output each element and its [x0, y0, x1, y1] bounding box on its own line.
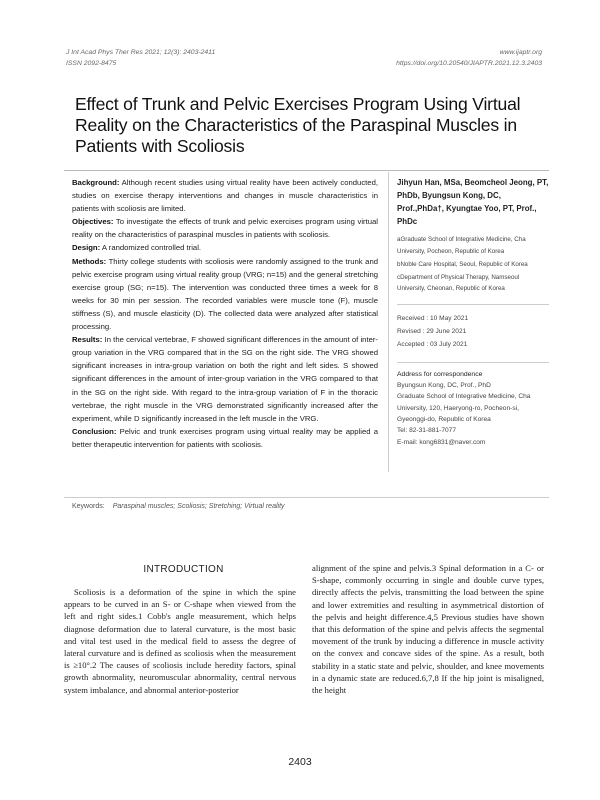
author-list: Jihyun Han, MSa, Beomcheol Jeong, PT, PhDb, Byungsun Kong, DC, Prof.,PhDa†, Kyungtae Yoo, PT, Prof., PhDc	[397, 178, 549, 227]
revised-date: Revised : 29 June 2021	[397, 328, 467, 336]
body-paragraph: Scoliosis is a deformation of the spine in which the spine appears to be curved in an S- or C-shape when viewed from the left and right sides.1 Cobb's angle measurement, which helps diagnose deformation due to lateral curvature, is the most basic and vital test used in the medical field to assess the degree of lateral curvature and is defined as scoliosis when the measurement is ≥10°.2 The causes of scoliosis include heredity factors, spinal growth abnormality, neuromuscular abnormality, central nervous system imbalance, and abnormal anterior-posterior	[64, 587, 296, 695]
abstract-results: Results: In the cervical vertebrae, F showed significant differences in the amount of inter-group variation in the VRG compared that in the SG on the right side. The VRG showed significant increases in intra-group variation on both the right and left sides. S showed significant differences in the amount of inter-group variation in the VRG compared to that in the SG on the right side. With regard to the intra-group variation of F in the thoracic vertebrae, the right muscle in the VRG demonstrated significantly increased after the experiment, while D significantly increased in the left muscle in the VRG.	[72, 335, 378, 423]
affiliation-a: aGraduate School of Integrative Medicine, Cha University, Pocheon, Republic of Korea	[397, 236, 526, 255]
journal-url[interactable]: www.ijaptr.org	[499, 49, 542, 56]
correspondence-name: Byungsun Kong, DC, Prof., PhD	[397, 381, 491, 389]
correspondence-email[interactable]: E-mail: kong6831@naver.com	[397, 438, 486, 446]
affiliation-b: bNoble Care Hospital, Seoul, Republic of Korea	[397, 260, 528, 268]
abstract-background: Background: Although recent studies using virtual reality have been actively conducted, studies on exercise therapy interventions and changes in muscle characteristics in patients with scoliosis are limited.	[72, 178, 378, 214]
keywords	[72, 503, 285, 510]
correspondence-title: Address for correspondence	[397, 370, 483, 378]
accepted-date: Accepted : 03 July 2021	[397, 340, 468, 348]
abstract-objectives: Objectives: To investigate the effects of trunk and pelvic exercises program using virtual reality on the characteristics of paraspinal muscles in patients with scoliosis.	[72, 217, 378, 240]
keywords-divider	[64, 497, 549, 498]
author-sidebar	[397, 176, 549, 448]
journal-line: J Int Acad Phys Ther Res 2021; 12(3): 2403-2411	[66, 49, 216, 56]
abstract-design: Design: A randomized controlled trial.	[72, 243, 202, 253]
abstract-methods: Methods: Thirty college students with scoliosis were randomly assigned to the trunk and pelvic exercise program using virtual reality group (VRG; n=15) and the general stretching exercise group (SG; n=15). The intervention was conducted three times a week for 8 weeks for 30 min per session. The recorded variables were muscle tone (F), muscle stiffness (S), and muscle elasticity (D). The collected data were analyzed after statistical processing.	[72, 256, 378, 332]
received-date: Received : 10 May 2021	[397, 315, 469, 323]
page-number: 2403	[288, 756, 312, 768]
keywords-label: Keywords:	[72, 503, 105, 510]
affiliation-c: cDepartment of Physical Therapy, Namseoul University, Cheonan, Republic of Korea	[397, 273, 520, 293]
body-paragraph: alignment of the spine and pelvis.3 Spinal deformation in a C- or S-shape, commonly occurring in single and double curve types, directly affects the pelvis, transmitting the load between the spine and lower extremities and resulting in asymmetrical distortion of the pelvis and height difference.4,5 Previous studies have shown that this deformation of the spine and pelvis affects the segmental movement of the trunk by inducing a difference in muscle activity on the convex and concave sides of the spine. As a result, both stability in a static state and pelvic, shoulder, and knee movements in a dynamic state are reduced.6,7,8 If the hip joint is misaligned, the height	[312, 563, 544, 696]
column-divider	[388, 172, 389, 472]
section-title: INTRODUCTION	[143, 564, 224, 575]
article-dates	[397, 313, 549, 351]
divider	[397, 304, 549, 305]
article-title: Effect of Trunk and Pelvic Exercises Program Using Virtual Reality on the Characteristics of the Paraspinal Muscles in Patients with Scoliosis	[75, 94, 521, 156]
body-column-right	[312, 562, 544, 696]
divider	[397, 362, 549, 363]
abstract-conclusion: Conclusion: Pelvic and trunk exercises program using virtual reality may be applied a better therapeutic intervention for patients with scoliosis.	[72, 426, 378, 449]
body-column-left	[64, 586, 296, 696]
abstract	[72, 176, 378, 451]
keywords-value: Paraspinal muscles; Scoliosis; Stretching; Virtual reality	[112, 503, 285, 510]
issn-line: ISSN 2092-8475	[66, 60, 117, 67]
journal-citation	[66, 47, 215, 69]
correspondence-tel: Tel: 82-31-881-7077	[397, 427, 457, 435]
doi-link[interactable]: https://doi.org/10.20540/JIAPTR.2021.12.3.2403	[396, 60, 542, 67]
journal-links	[396, 47, 542, 69]
correspondence-address: Graduate School of Integrative Medicine, Cha University, 120, Haeryong-ro, Pocheon-si, Gyeonggi-do, Republic of Korea	[397, 393, 531, 423]
correspondence	[397, 380, 549, 448]
affiliations	[397, 234, 549, 294]
